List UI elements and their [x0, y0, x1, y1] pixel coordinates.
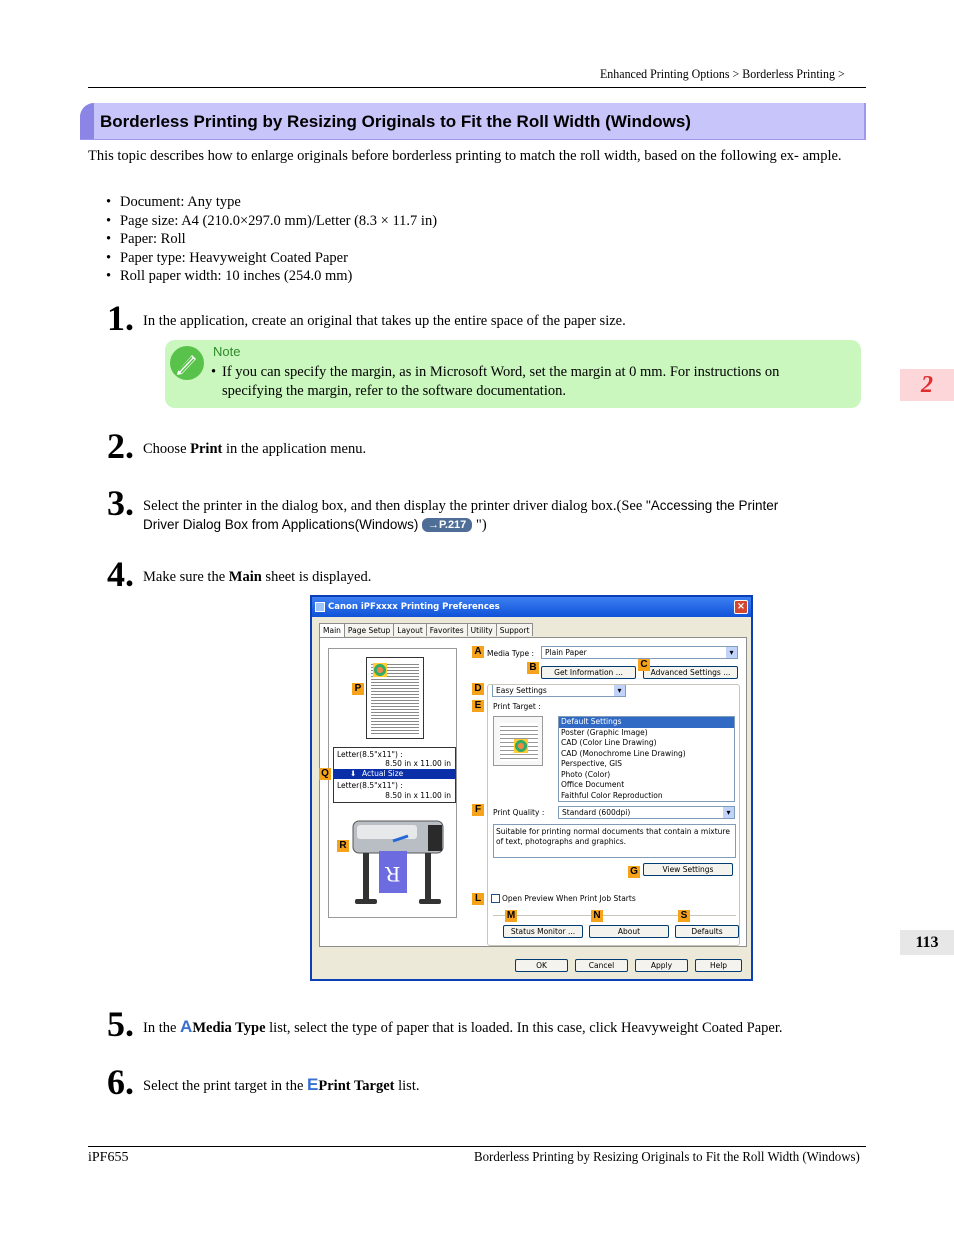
list-item[interactable]: CAD (Monochrome Line Drawing) — [561, 748, 686, 758]
marker-b: B — [527, 662, 539, 674]
step-6-text: Select the print target in the EPrint Target list. — [143, 1075, 420, 1094]
page-reference-badge[interactable]: →P.217 — [422, 518, 472, 532]
ok-button[interactable]: OK — [515, 959, 568, 972]
list-item[interactable]: Office Document — [561, 780, 625, 789]
step-6-number: 6. — [107, 1062, 134, 1102]
note-label: Note — [213, 344, 241, 359]
step-5-number: 5. — [107, 1004, 134, 1044]
step-3-link-cont[interactable]: Driver Dialog Box from Applications(Windows) — [143, 517, 419, 532]
apply-button[interactable]: Apply — [635, 959, 688, 972]
defaults-button[interactable]: Defaults — [675, 925, 739, 938]
footer-rule — [88, 1146, 866, 1147]
footer-section: Borderless Printing by Resizing Originals to Fit the Roll Width (Windows) — [474, 1150, 860, 1165]
close-icon[interactable]: × — [734, 600, 748, 614]
list-item: • Paper type: Heavyweight Coated Paper — [106, 249, 437, 268]
tab-main[interactable]: Main — [319, 623, 345, 638]
down-arrow-icon: ⬇ — [350, 769, 357, 778]
image-thumbnail-icon — [373, 663, 387, 677]
view-settings-button[interactable]: View Settings — [643, 863, 733, 876]
printer-icon — [315, 602, 325, 612]
list-item: • Paper: Roll — [106, 230, 437, 249]
printing-preferences-dialog — [310, 595, 753, 981]
tab-favorites[interactable]: Favorites — [426, 623, 468, 636]
get-information-button[interactable]: Get Information ... — [541, 666, 636, 679]
tab-utility[interactable]: Utility — [467, 623, 497, 636]
print-target-thumbnail — [493, 716, 543, 766]
step-3-text: Select the printer in the dialog box, and then display the printer driver dialog box.(See "Accessing the Printer — [143, 498, 779, 514]
list-item[interactable]: Default Settings — [559, 717, 734, 728]
intro-paragraph: This topic describes how to enlarge originals before borderless printing to match the roll width, based on the following ex- ample. — [88, 148, 842, 164]
section-title-bar — [80, 103, 866, 140]
preview-panel — [328, 648, 457, 918]
note-bullet: • — [211, 364, 217, 380]
marker-g: G — [628, 866, 640, 878]
marker-e: E — [472, 700, 484, 712]
step-3-number: 3. — [107, 483, 134, 523]
status-monitor-button[interactable]: Status Monitor ... — [503, 925, 583, 938]
dialog-tabs — [319, 623, 532, 637]
about-button[interactable]: About — [589, 925, 669, 938]
step-2-text: Choose Print in the application menu. — [143, 441, 367, 457]
marker-q: Q — [319, 768, 331, 780]
step-1-number: 1. — [107, 298, 134, 338]
marker-c: C — [638, 659, 650, 671]
marker-e-inline: E — [307, 1075, 319, 1094]
easy-settings-select[interactable]: Easy Settings ▾ — [492, 684, 626, 697]
print-target-label: Print Target : — [493, 702, 541, 711]
section-title: Borderless Printing by Resizing Originals to Fit the Roll Width (Windows) — [100, 112, 691, 131]
marker-m: M — [506, 910, 516, 921]
list-item: • Roll paper width: 10 inches (254.0 mm) — [106, 267, 437, 286]
media-type-select[interactable]: Plain Paper ▾ — [541, 646, 738, 659]
page-number-tab: 113 — [900, 930, 954, 955]
example-list — [106, 193, 437, 286]
dialog-title: Canon iPFxxxx Printing Preferences — [328, 602, 500, 612]
open-preview-checkbox[interactable] — [491, 894, 500, 903]
page-preview — [366, 657, 424, 739]
step-2-number: 2. — [107, 426, 134, 466]
list-item[interactable]: Poster (Graphic Image) — [561, 727, 648, 737]
note-line-2: specifying the margin, refer to the software documentation. — [222, 383, 566, 399]
pencil-note-icon — [170, 346, 204, 380]
print-target-list[interactable] — [558, 716, 735, 802]
tab-layout[interactable]: Layout — [393, 623, 427, 636]
marker-n: N — [591, 910, 603, 922]
printer-illustration — [333, 811, 456, 915]
marker-a: A — [472, 646, 484, 658]
list-item: • Page size: A4 (210.0×297.0 mm)/Letter (8.3 × 11.7 in) — [106, 212, 437, 231]
description-box: Suitable for printing normal documents that contain a mixture of text, photographs and graphics. — [493, 824, 736, 858]
step-5-text: In the AMedia Type list, select the type of paper that is loaded. In this case, click Heavyweight Coated Paper. — [143, 1017, 783, 1036]
breadcrumb: Enhanced Printing Options > Borderless Printing > — [600, 66, 845, 81]
cancel-button[interactable]: Cancel — [575, 959, 628, 972]
list-item[interactable]: Faithful Color Reproduction — [561, 790, 663, 800]
step-3-link[interactable]: "Accessing the Printer — [645, 498, 779, 513]
tab-support[interactable]: Support — [496, 623, 534, 636]
marker-d: D — [472, 683, 484, 695]
header-rule — [88, 87, 866, 88]
step-4-text: Make sure the Main sheet is displayed. — [143, 569, 372, 585]
main-sheet — [319, 637, 747, 947]
print-quality-label: Print Quality : — [493, 808, 545, 817]
marker-a-inline: A — [180, 1017, 193, 1036]
help-button[interactable]: Help — [695, 959, 742, 972]
marker-r: R — [337, 840, 349, 852]
actual-size-row: Actual Size — [334, 769, 455, 779]
step-4-number: 4. — [107, 554, 134, 594]
size-info-box: Letter(8.5"x11") : 8.50 in x 11.00 in Actual Size ⬇ Letter(8.5"x11") : 8.50 in x 11.00 in — [333, 747, 456, 803]
list-item[interactable]: CAD (Color Line Drawing) — [561, 738, 657, 747]
marker-l: L — [472, 893, 484, 905]
note-line-1: If you can specify the margin, as in Microsoft Word, set the margin at 0 mm. For instructions on — [222, 364, 780, 380]
dialog-title-bar — [312, 597, 751, 617]
media-type-label: Media Type : — [487, 649, 535, 658]
preview-letter: R — [385, 862, 401, 886]
open-preview-label: Open Preview When Print Job Starts — [502, 894, 636, 903]
step-3-text-cont: Driver Dialog Box from Applications(Windows) →P.217 ") — [143, 517, 487, 533]
print-quality-select[interactable]: Standard (600dpi) ▾ — [558, 806, 735, 819]
marker-f: F — [472, 804, 484, 816]
footer-model: iPF655 — [88, 1150, 129, 1165]
step-1-text: In the application, create an original that takes up the entire space of the paper size. — [143, 313, 626, 329]
marker-s: S — [678, 910, 690, 922]
chapter-tab[interactable]: 2 — [900, 369, 954, 401]
list-item[interactable]: Perspective, GIS — [561, 759, 622, 768]
list-item[interactable]: Photo (Color) — [561, 769, 611, 779]
list-item: • Document: Any type — [106, 193, 437, 212]
note-text — [211, 363, 841, 401]
marker-p: P — [352, 683, 364, 695]
advanced-settings-button[interactable]: Advanced Settings ... — [643, 666, 738, 679]
tab-page-setup[interactable]: Page Setup — [344, 623, 394, 636]
